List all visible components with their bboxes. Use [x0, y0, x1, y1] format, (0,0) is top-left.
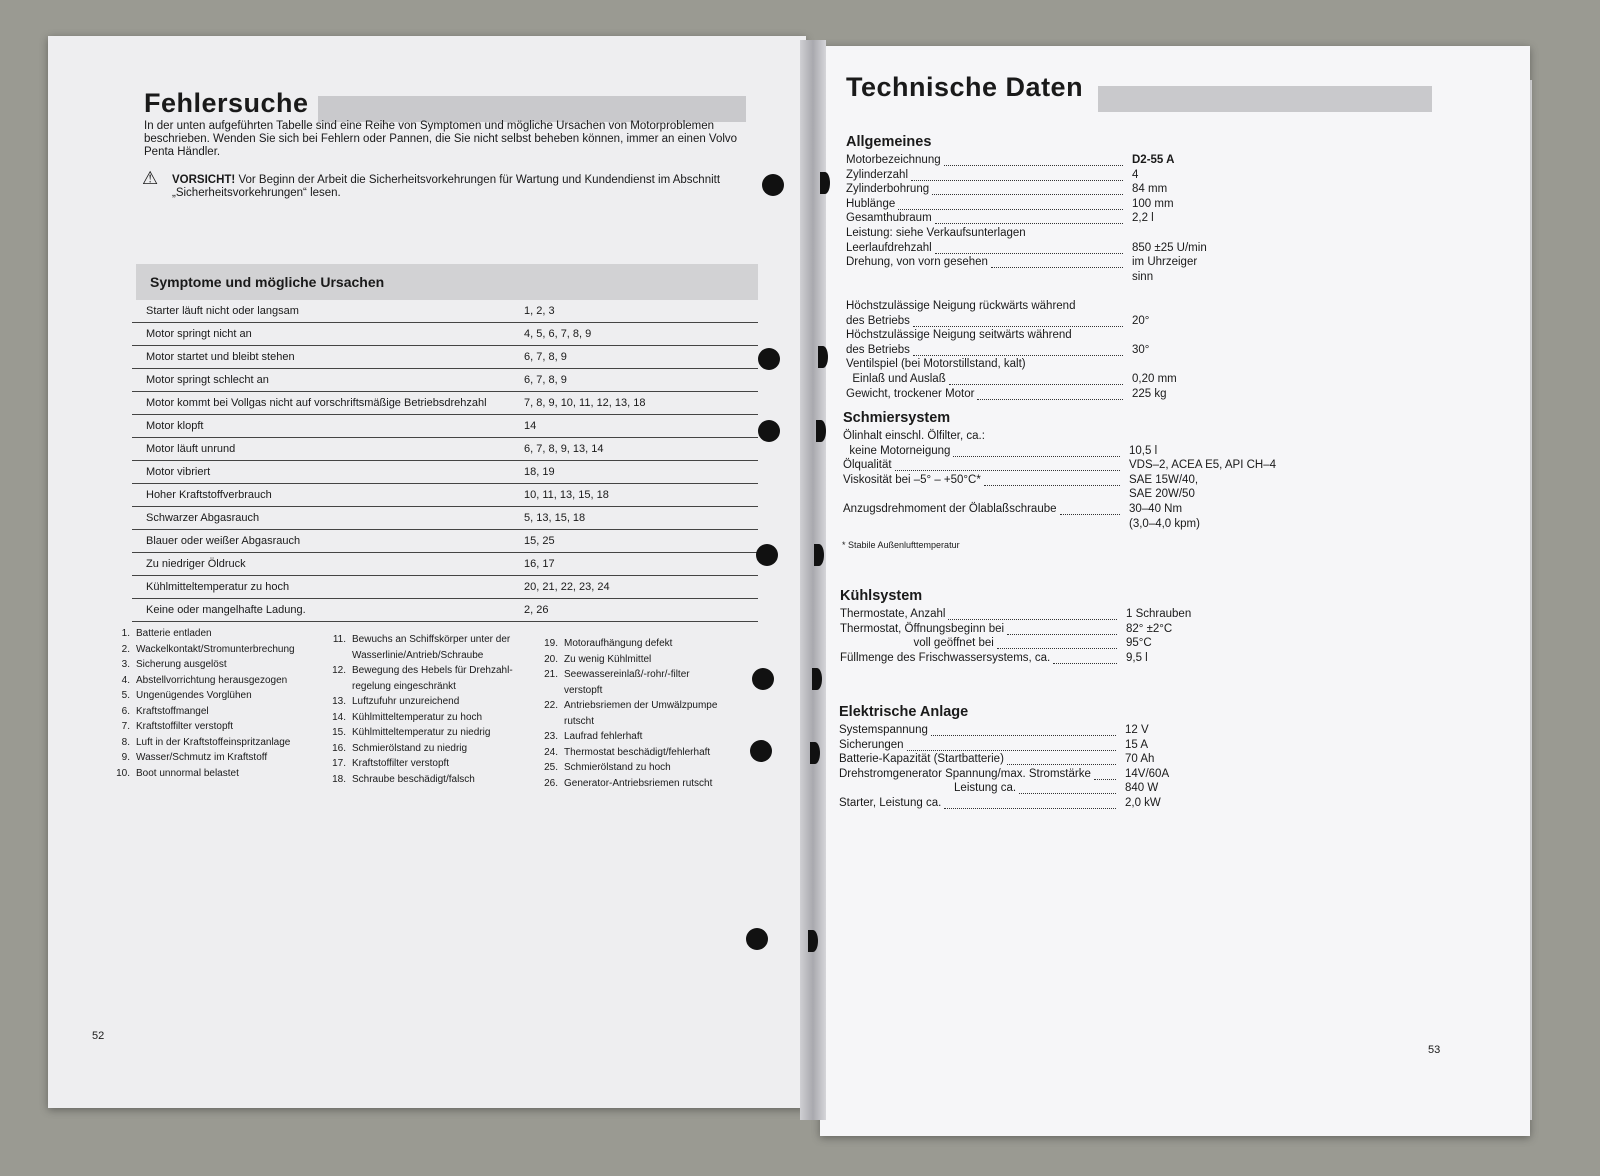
warning-label: VORSICHT!	[172, 174, 236, 186]
legend-item	[108, 626, 295, 642]
spec-value: 2,2 l	[1132, 212, 1154, 225]
cause-cell: 15, 25	[524, 535, 555, 547]
table-row	[132, 300, 758, 323]
legend-item	[536, 776, 717, 792]
spec-label: Thermostate, Anzahl	[840, 608, 946, 620]
legend-item	[536, 745, 717, 761]
table-row	[132, 530, 758, 553]
dot-leader	[913, 355, 1123, 356]
spec-label: Zylinderbohrung	[846, 183, 930, 196]
section-heading: Schmiersystem	[843, 410, 951, 426]
legend-text: Batterie entladen	[136, 628, 212, 639]
spec-value: 10,5 l	[1129, 444, 1158, 457]
dot-leader	[911, 180, 1123, 181]
spec-value: 0,20 mm	[1132, 373, 1177, 385]
legend-number: 13.	[332, 696, 346, 707]
binding-gutter	[800, 40, 826, 1120]
symptom-cell: Kühlmitteltemperatur zu hoch	[146, 581, 290, 593]
cause-legend-col2	[324, 632, 513, 787]
legend-text: Thermostat beschädigt/fehlerhaft	[564, 746, 711, 758]
legend-number: 6.	[121, 705, 130, 717]
cause-cell: 10, 11, 13, 15, 18	[524, 489, 609, 501]
spec-label: des Betriebs	[846, 343, 910, 356]
title-bar-left	[318, 96, 746, 122]
spec-label: Gewicht, trockener Motor	[846, 387, 975, 400]
legend-number: 1.	[121, 628, 130, 639]
symptom-cell: Hoher Kraftstoffverbrauch	[146, 489, 272, 501]
dot-leader	[1007, 764, 1116, 765]
legend-number: 15.	[332, 727, 346, 738]
spec-value: 4	[1132, 168, 1139, 181]
dot-leader	[931, 735, 1116, 736]
warning-text	[172, 174, 752, 200]
legend-number: 7.	[121, 721, 130, 732]
table-row	[132, 484, 758, 507]
dot-leader	[898, 209, 1123, 210]
legend-item	[324, 710, 513, 726]
cause-cell: 7, 8, 9, 10, 11, 12, 13, 18	[524, 397, 646, 409]
spec-label: Ölqualität	[843, 459, 892, 472]
legend-number: 19.	[544, 638, 558, 649]
legend-item	[536, 667, 717, 683]
spec-value: (3,0–4,0 kpm)	[1129, 517, 1200, 530]
cause-cell: 16, 17	[524, 558, 555, 570]
legend-number: 2.	[121, 643, 130, 655]
legend-item	[324, 694, 513, 710]
dot-leader	[953, 456, 1120, 457]
legend-item	[108, 704, 295, 720]
symptom-cell: Motor kommt bei Vollgas nicht auf vorschriftsmäßige Betriebsdrehzahl	[146, 397, 487, 409]
symptom-cell: Motor springt nicht an	[146, 328, 252, 340]
legend-text: Boot unnormal belastet	[136, 767, 239, 779]
spec-label: Zylinderzahl	[846, 168, 908, 181]
title-bar-right	[1098, 86, 1432, 112]
dot-leader	[895, 470, 1120, 471]
table-row	[132, 323, 758, 346]
spec-value: 15 A	[1125, 738, 1149, 751]
cause-cell: 6, 7, 8, 9	[524, 351, 567, 363]
spec-label: Füllmenge des Frischwassersystems, ca.	[840, 651, 1051, 664]
cause-cell: 4, 5, 6, 7, 8, 9	[524, 328, 592, 340]
spec-label: keine Motorneigung	[843, 444, 951, 457]
legend-text: Kraftstoffilter verstopft	[352, 758, 450, 769]
warning-triangle-icon: ⚠	[142, 168, 159, 188]
spec-value: 20°	[1132, 314, 1150, 327]
legend-number: 23.	[544, 731, 558, 742]
spec-value: 14V/60A	[1125, 767, 1170, 780]
table-row	[132, 392, 758, 415]
dot-leader	[944, 165, 1123, 166]
legend-text: Generator-Antriebsriemen rutscht	[564, 777, 713, 789]
symptom-cell: Motor läuft unrund	[146, 443, 236, 455]
legend-number: 18.	[332, 773, 346, 785]
legend-text: Sicherung ausgelöst	[136, 659, 227, 670]
legend-number: 21.	[544, 669, 558, 680]
legend-item	[324, 632, 513, 648]
symptom-cell: Schwarzer Abgasrauch	[146, 512, 260, 524]
spec-label: Ventilspiel (bei Motorstillstand, kalt)	[846, 358, 1026, 371]
dot-leader	[1060, 514, 1120, 515]
table-row	[132, 438, 758, 461]
legend-item	[108, 642, 295, 658]
spec-label: Viskosität bei –5° – +50°C*	[843, 473, 981, 486]
legend-number: 24.	[544, 746, 558, 758]
legend-item	[108, 735, 295, 751]
spec-value: SAE 20W/50	[1129, 488, 1195, 501]
legend-item	[108, 688, 295, 704]
spec-value: 850 ±25 U/min	[1132, 241, 1207, 254]
spec-label: Sicherungen	[839, 738, 904, 751]
legend-text: Wasserlinie/Antrieb/Schraube	[352, 649, 484, 661]
dot-leader	[944, 808, 1116, 809]
binder-hole	[752, 668, 774, 690]
cause-legend-col1	[108, 626, 295, 781]
cause-cell: 6, 7, 8, 9	[524, 374, 567, 386]
legend-item	[536, 698, 717, 714]
spec-label: Anzugsdrehmoment der Ölablaßschraube	[843, 503, 1057, 515]
footnote: * Stabile Außenlufttemperatur	[842, 540, 960, 550]
legend-number: 16.	[332, 742, 346, 754]
symptom-cell: Zu niedriger Öldruck	[146, 558, 246, 570]
legend-text: Seewassereinlaß/-rohr/-filter	[564, 669, 690, 680]
legend-item	[324, 772, 513, 788]
symptom-table-title: Symptome und mögliche Ursachen	[150, 274, 385, 290]
table-row	[132, 346, 758, 369]
legend-text: Luftzufuhr unzureichend	[352, 696, 460, 707]
spec-label: Höchstzulässige Neigung seitwärts während	[846, 329, 1072, 342]
legend-number: 20.	[544, 653, 558, 665]
section-heading: Elektrische Anlage	[839, 704, 969, 720]
spec-value: 70 Ah	[1125, 753, 1155, 766]
binder-hole	[820, 172, 830, 194]
page-title-technische-daten: Technische Daten	[846, 72, 1084, 102]
dot-leader	[932, 194, 1123, 195]
cause-cell: 14	[524, 420, 537, 432]
spec-label: voll geöffnet bei	[840, 637, 994, 650]
legend-text: Wasser/Schmutz im Kraftstoff	[136, 752, 268, 763]
binder-hole	[812, 668, 822, 690]
binder-hole	[810, 742, 820, 764]
spec-label: Einlaß und Auslaß	[846, 373, 946, 385]
legend-text: Kühlmitteltemperatur zu niedrig	[352, 727, 491, 738]
symptom-cell: Blauer oder weißer Abgasrauch	[146, 535, 301, 547]
dot-leader	[1053, 663, 1117, 664]
cause-cell: 2, 26	[524, 604, 549, 616]
legend-item	[536, 636, 717, 652]
legend-item	[108, 657, 295, 673]
symptom-cell: Motor klopft	[146, 420, 204, 432]
legend-text: Schmierölstand zu niedrig	[352, 742, 468, 754]
cause-cell: 6, 7, 8, 9, 13, 14	[524, 443, 604, 455]
binder-hole	[762, 174, 784, 196]
legend-number: 11.	[332, 634, 346, 645]
legend-item	[536, 760, 717, 776]
legend-number: 25.	[544, 762, 558, 773]
dot-leader	[1007, 634, 1117, 635]
dot-leader	[935, 253, 1123, 254]
warning-body: Vor Beginn der Arbeit die Sicherheitsvorkehrungen für Wartung und Kundendienst im Abschnitt „Sicherheitsvorkehrungen“ lesen.	[172, 174, 721, 199]
legend-item	[536, 652, 717, 668]
dot-leader	[1094, 779, 1116, 780]
spec-label: Systemspannung	[839, 724, 928, 736]
legend-number: 5.	[121, 690, 130, 701]
spec-label: Hublänge	[846, 197, 896, 210]
table-row	[132, 461, 758, 484]
spec-value: 95°C	[1126, 637, 1152, 650]
cause-cell: 20, 21, 22, 23, 24	[524, 581, 610, 593]
legend-number: 9.	[121, 752, 130, 763]
symptom-cell: Starter läuft nicht oder langsam	[146, 305, 299, 317]
section-heading: Allgemeines	[846, 134, 932, 150]
spec-value: SAE 15W/40,	[1129, 473, 1199, 486]
spec-value: VDS–2, ACEA E5, API CH–4	[1129, 459, 1277, 472]
legend-text: Bewuchs an Schiffskörper unter der	[352, 634, 511, 645]
dot-leader	[935, 223, 1123, 224]
dot-leader	[948, 619, 1117, 620]
spec-label: Gesamthubraum	[846, 212, 932, 225]
legend-number: 22.	[544, 700, 558, 711]
spec-value: 84 mm	[1132, 183, 1168, 196]
spec-label: Drehstromgenerator Spannung/max. Stromstärke	[839, 767, 1091, 780]
spec-value: 225 kg	[1132, 387, 1167, 400]
legend-text: Kraftstoffmangel	[136, 705, 209, 717]
table-row	[132, 576, 758, 599]
spec-label: Höchstzulässige Neigung rückwärts während	[846, 300, 1076, 312]
legend-item	[324, 725, 513, 741]
spec-label: Thermostat, Öffnungsbeginn bei	[840, 622, 1005, 635]
symptom-cell: Keine oder mangelhafte Ladung.	[146, 604, 306, 616]
spec-value: 2,0 kW	[1125, 797, 1161, 809]
spec-label: des Betriebs	[846, 314, 910, 327]
symptom-cell: Motor springt schlecht an	[146, 374, 269, 386]
legend-text: Kühlmitteltemperatur zu hoch	[352, 711, 483, 723]
section-heading: Kühlsystem	[840, 588, 923, 604]
legend-item	[108, 750, 295, 766]
spec-value: 9,5 l	[1126, 651, 1148, 664]
symptom-cell: Motor vibriert	[146, 466, 211, 478]
legend-number: 12.	[332, 665, 346, 676]
legend-number: 26.	[544, 777, 558, 789]
cause-cell: 5, 13, 15, 18	[524, 512, 586, 524]
symptom-table	[132, 300, 758, 622]
cause-cell: 18, 19	[524, 466, 555, 478]
legend-text: Ungenügendes Vorglühen	[136, 690, 252, 701]
spec-value: 840 W	[1125, 782, 1159, 795]
page-number-left: 52	[92, 1030, 105, 1042]
binder-hole	[818, 346, 828, 368]
table-row	[132, 599, 758, 622]
spec-value: im Uhrzeiger	[1132, 256, 1198, 269]
page-title-fehlersuche: Fehlersuche	[144, 88, 309, 118]
legend-text: Schraube beschädigt/falsch	[352, 773, 475, 785]
legend-text: Kraftstoffilter verstopft	[136, 721, 234, 732]
spec-value: 12 V	[1125, 724, 1149, 736]
legend-number: 4.	[121, 674, 130, 686]
legend-text: rutscht	[564, 715, 595, 727]
binder-hole	[816, 420, 826, 442]
spec-label: Ölinhalt einschl. Ölfilter, ca.:	[843, 430, 985, 442]
legend-text: Laufrad fehlerhaft	[564, 731, 643, 742]
binder-hole	[808, 930, 818, 952]
spec-value: 100 mm	[1132, 197, 1174, 210]
legend-text: Abstellvorrichtung herausgezogen	[136, 674, 288, 686]
symptom-cell: Motor startet und bleibt stehen	[146, 351, 295, 363]
spec-label: Leerlaufdrehzahl	[846, 241, 932, 254]
legend-item	[108, 766, 295, 782]
legend-item	[324, 756, 513, 772]
spec-value: sinn	[1132, 270, 1154, 283]
legend-text: verstopft	[564, 684, 603, 696]
legend-item	[536, 714, 717, 730]
legend-item	[108, 719, 295, 735]
legend-number: 10.	[116, 767, 130, 779]
binder-hole	[758, 348, 780, 370]
legend-text: Wackelkontakt/Stromunterbrechung	[136, 643, 295, 655]
legend-number: 8.	[121, 736, 130, 748]
spec-label: Starter, Leistung ca.	[839, 797, 942, 809]
intro-text: In der unten aufgeführten Tabelle sind eine Reihe von Symptomen und mögliche Ursachen von Motorproblemen beschrieben. Wenden Sie sich bei Fehlern oder Pannen, die Sie nicht selbst beheben können, immer an einen Volvo Penta Händler.	[144, 120, 738, 158]
legend-text: Luft in der Kraftstoffeinspritzanlage	[136, 736, 291, 748]
spec-value: 82° ±2°C	[1126, 622, 1173, 635]
legend-number: 17.	[332, 758, 346, 769]
page-number-right: 53	[1428, 1044, 1441, 1056]
cause-legend-col3	[536, 636, 717, 791]
legend-text: Bewegung des Hebels für Drehzahl-	[352, 665, 513, 676]
spec-value: 30°	[1132, 343, 1150, 356]
legend-item	[324, 663, 513, 679]
legend-number: 3.	[121, 659, 130, 670]
dot-leader	[997, 648, 1117, 649]
table-row	[132, 369, 758, 392]
legend-text: Motoraufhängung defekt	[564, 638, 673, 649]
binder-hole	[814, 544, 824, 566]
cause-cell: 1, 2, 3	[524, 305, 555, 317]
symptom-table-header	[136, 264, 758, 300]
spec-label: Leistung ca.	[839, 782, 1017, 795]
dot-leader	[991, 267, 1123, 268]
binder-hole	[750, 740, 772, 762]
dot-leader	[907, 750, 1116, 751]
spec-value: 30–40 Nm	[1129, 503, 1183, 515]
spec-label: Drehung, von vorn gesehen	[846, 256, 988, 269]
legend-item	[536, 683, 717, 699]
table-row	[132, 553, 758, 576]
legend-item	[536, 729, 717, 745]
legend-text: Schmierölstand zu hoch	[564, 762, 671, 773]
dot-leader	[977, 399, 1123, 400]
legend-text: regelung eingeschränkt	[352, 680, 456, 692]
dot-leader	[1019, 793, 1116, 794]
dot-leader	[913, 326, 1123, 327]
legend-text: Zu wenig Kühlmittel	[564, 653, 652, 665]
dot-leader	[949, 384, 1123, 385]
binder-hole	[756, 544, 778, 566]
table-row	[132, 415, 758, 438]
legend-number: 14.	[332, 711, 346, 723]
spec-value: 1 Schrauben	[1126, 608, 1192, 620]
legend-item	[324, 741, 513, 757]
binder-hole	[758, 420, 780, 442]
spec-label: Leistung: siehe Verkaufsunterlagen	[846, 227, 1026, 239]
table-row	[132, 507, 758, 530]
legend-item	[108, 673, 295, 689]
spec-label: Batterie-Kapazität (Startbatterie)	[839, 753, 1004, 766]
dot-leader	[984, 485, 1120, 486]
spec-label: Motorbezeichnung	[846, 154, 941, 166]
legend-item	[324, 648, 513, 664]
legend-item	[324, 679, 513, 695]
legend-text: Antriebsriemen der Umwälzpumpe	[564, 700, 718, 711]
binder-hole	[746, 928, 768, 950]
spec-value: D2-55 A	[1132, 154, 1175, 166]
